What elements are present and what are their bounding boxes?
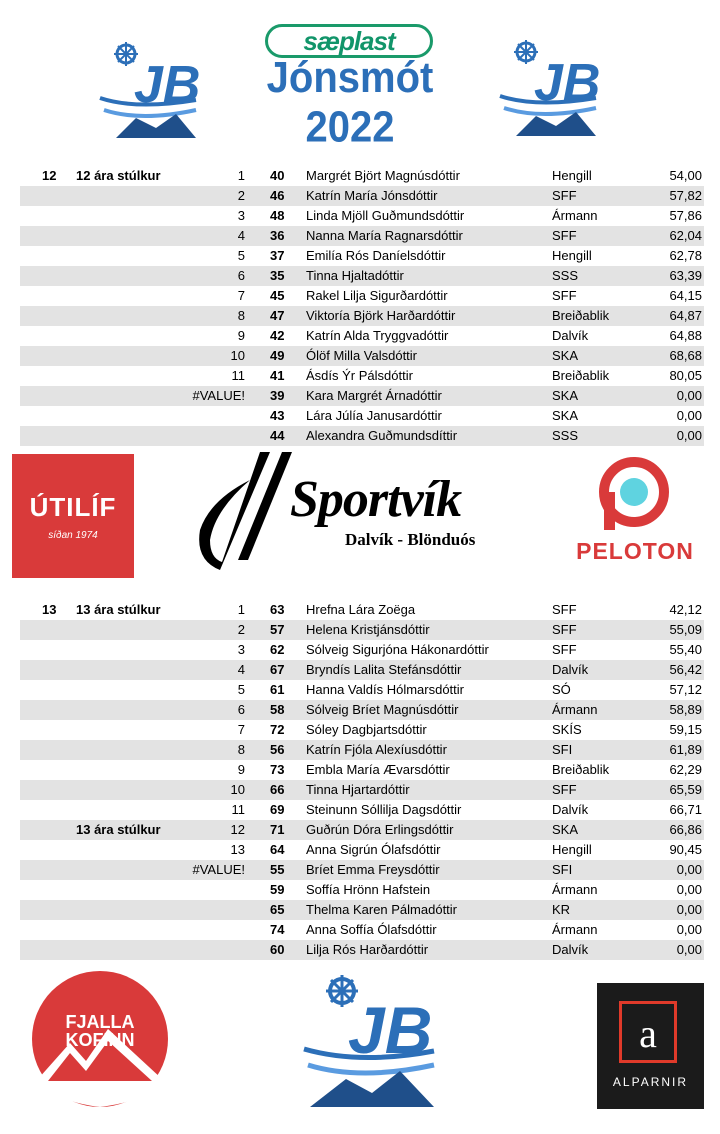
athlete-name: Alexandra Guðmundsdíttir (306, 428, 458, 443)
rank: 9 (237, 328, 245, 343)
rank: 4 (237, 662, 245, 677)
rank: 13 (230, 842, 245, 857)
athlete-name: Thelma Karen Pálmadóttir (306, 902, 458, 917)
peloton-mark-icon (560, 454, 710, 538)
club: Dalvík (552, 662, 589, 677)
time: 64,87 (669, 308, 702, 323)
rank: 2 (237, 188, 245, 203)
club: SKA (552, 388, 579, 403)
rank: 7 (237, 722, 245, 737)
rank: 9 (237, 762, 245, 777)
table-row (20, 246, 704, 266)
club: SKA (552, 348, 579, 363)
table-row (20, 700, 704, 720)
athlete-name: Rakel Lilja Sigurðardóttir (306, 288, 448, 303)
club: SFF (552, 228, 577, 243)
alparnir-letter: a (639, 1011, 657, 1056)
svg-text:JB: JB (348, 993, 433, 1067)
fjalla-line1: FJALLA (65, 1012, 135, 1032)
alparnir-name: ALPARNIR (612, 1075, 689, 1089)
athlete-name: Emilía Rós Daníelsdóttir (306, 248, 446, 263)
time: 66,71 (669, 802, 702, 817)
time: 56,42 (669, 662, 702, 677)
time: 59,15 (669, 722, 702, 737)
bib-number: 46 (270, 188, 285, 203)
table-row (20, 740, 704, 760)
table-row (20, 940, 704, 960)
table-row (20, 920, 704, 940)
time: 62,29 (669, 762, 702, 777)
time: 65,59 (669, 782, 702, 797)
time: 63,39 (669, 268, 702, 283)
athlete-name: Guðrún Dóra Erlingsdóttir (306, 822, 454, 837)
bib-number: 44 (270, 428, 285, 443)
bib-number: 59 (270, 882, 285, 897)
athlete-name: Sóley Dagbjartsdóttir (306, 722, 427, 737)
bib-number: 47 (270, 308, 285, 323)
time: 66,86 (669, 822, 702, 837)
bib-number: 41 (270, 368, 285, 383)
rank: 6 (237, 268, 245, 283)
sponsor-strip (0, 450, 720, 585)
time: 64,15 (669, 288, 702, 303)
class-name: 13 ára stúlkur (76, 602, 161, 617)
table-row (20, 226, 704, 246)
fjalla-line2: KOFINN (65, 1030, 135, 1050)
table-row (20, 186, 704, 206)
table-row (20, 680, 704, 700)
time: 62,78 (669, 248, 702, 263)
bib-number: 36 (270, 228, 285, 243)
club: SSS (552, 268, 579, 283)
time: 0,00 (676, 922, 702, 937)
header (0, 0, 720, 150)
results-table-13-girls (20, 600, 704, 960)
rank: 12 (230, 822, 245, 837)
bottom-sponsors (0, 965, 720, 1134)
bib-number: 39 (270, 388, 285, 403)
club: SFF (552, 622, 577, 637)
athlete-name: Hanna Valdís Hólmarsdóttir (306, 682, 464, 697)
table-row (20, 660, 704, 680)
bib-number: 67 (270, 662, 285, 677)
time: 64,88 (669, 328, 702, 343)
time: 58,89 (669, 702, 702, 717)
rank: 8 (237, 308, 245, 323)
club: Hengill (552, 248, 592, 263)
table-row (20, 720, 704, 740)
table-row (20, 306, 704, 326)
time: 68,68 (669, 348, 702, 363)
table-row (20, 820, 704, 840)
bib-number: 61 (270, 682, 285, 697)
class-number: 12 (42, 168, 57, 183)
rank: 3 (237, 642, 245, 657)
club: SFF (552, 602, 577, 617)
time: 0,00 (676, 408, 702, 423)
athlete-name: Steinunn Sóllilja Dagsdóttir (306, 802, 462, 817)
time: 55,40 (669, 642, 702, 657)
club: SKA (552, 408, 579, 423)
table-row (20, 266, 704, 286)
athlete-name: Bryndís Lalita Stefánsdóttir (306, 662, 462, 677)
club: Dalvík (552, 942, 589, 957)
athlete-name: Katrín Fjóla Alexíusdóttir (306, 742, 447, 757)
time: 57,12 (669, 682, 702, 697)
bib-number: 55 (270, 862, 285, 877)
bib-number: 42 (270, 328, 285, 343)
club: Ármann (552, 208, 598, 223)
athlete-name: Embla María Ævarsdóttir (306, 762, 450, 777)
bib-number: 66 (270, 782, 285, 797)
club: Breiðablik (552, 762, 610, 777)
time: 0,00 (676, 902, 702, 917)
bib-number: 71 (270, 822, 285, 837)
athlete-name: Viktoría Björk Harðardóttir (306, 308, 456, 323)
bib-number: 65 (270, 902, 285, 917)
club: SSS (552, 428, 579, 443)
bib-number: 43 (270, 408, 285, 423)
athlete-name: Margrét Björt Magnúsdóttir (306, 168, 460, 183)
athlete-name: Ásdís Ýr Pálsdóttir (306, 368, 413, 383)
sportvik-tagline: Dalvík - Blönduós (345, 530, 476, 549)
rank: 5 (237, 248, 245, 263)
bib-number: 60 (270, 942, 285, 957)
rank: #VALUE! (192, 388, 245, 403)
time: 61,89 (669, 742, 702, 757)
jb-logo-icon (496, 38, 606, 138)
athlete-name: Lára Júlía Janusardóttir (306, 408, 442, 423)
club: Hengill (552, 842, 592, 857)
peloton-name: PELOTON (576, 538, 694, 564)
rank: 2 (237, 622, 245, 637)
class-number: 13 (42, 602, 57, 617)
time: 55,09 (669, 622, 702, 637)
club: SFF (552, 642, 577, 657)
table-row (20, 166, 704, 186)
bib-number: 40 (270, 168, 285, 183)
page-title: Jónsmót 2022 (266, 53, 434, 152)
bib-number: 58 (270, 702, 285, 717)
bib-number: 35 (270, 268, 285, 283)
club: KR (552, 902, 571, 917)
peloton-logo (560, 454, 710, 578)
results-table-12-girls (20, 166, 704, 446)
time: 57,86 (669, 208, 702, 223)
table-row (20, 900, 704, 920)
class-name: 13 ára stúlkur (76, 822, 161, 837)
bib-number: 74 (270, 922, 285, 937)
rank: 1 (237, 602, 245, 617)
sportvik-swoosh-icon (190, 450, 300, 580)
bib-number: 69 (270, 802, 285, 817)
rank: 6 (237, 702, 245, 717)
bib-number: 48 (270, 208, 285, 223)
athlete-name: Anna Sigrún Ólafsdóttir (306, 842, 441, 857)
table-row (20, 640, 704, 660)
rank: 3 (237, 208, 245, 223)
rank: 1 (237, 168, 245, 183)
utilif-logo (12, 454, 134, 578)
utilif-tagline: síðan 1974 (48, 530, 98, 541)
table-row (20, 326, 704, 346)
bib-number: 62 (270, 642, 285, 657)
rank: 10 (230, 348, 245, 363)
rank: 7 (237, 288, 245, 303)
athlete-name: Lilja Rós Harðardóttir (306, 942, 429, 957)
bib-number: 64 (270, 842, 285, 857)
table-row (20, 800, 704, 820)
athlete-name: Helena Kristjánsdóttir (306, 622, 430, 637)
time: 0,00 (676, 882, 702, 897)
club: SKÍS (552, 722, 582, 737)
time: 0,00 (676, 942, 702, 957)
club: Ármann (552, 702, 598, 717)
bib-number: 49 (270, 348, 285, 363)
rank: 10 (230, 782, 245, 797)
club: SFF (552, 188, 577, 203)
bib-number: 72 (270, 722, 285, 737)
club: Dalvík (552, 802, 589, 817)
table-row (20, 426, 704, 446)
time: 42,12 (669, 602, 702, 617)
time: 0,00 (676, 428, 702, 443)
club: SFI (552, 742, 573, 757)
athlete-name: Linda Mjöll Guðmundsdóttir (306, 208, 465, 223)
bib-number: 37 (270, 248, 285, 263)
athlete-name: Kara Margrét Árnadóttir (306, 388, 442, 403)
rank: #VALUE! (192, 862, 245, 877)
athlete-name: Nanna María Ragnarsdóttir (306, 228, 463, 243)
time: 57,82 (669, 188, 702, 203)
athlete-name: Tinna Hjaltadóttir (306, 268, 404, 283)
rank: 11 (231, 368, 245, 383)
table-row (20, 880, 704, 900)
table-row (20, 760, 704, 780)
rank: 4 (237, 228, 245, 243)
jb-logo-icon (300, 971, 440, 1111)
athlete-name: Soffía Hrönn Hafstein (306, 882, 431, 897)
alparnir-box (619, 1001, 677, 1063)
athlete-name: Hrefna Lára Zoëga (306, 602, 416, 617)
club: SFI (552, 862, 573, 877)
table-row (20, 860, 704, 880)
bib-number: 57 (270, 622, 285, 637)
class-name: 12 ára stúlkur (76, 168, 161, 183)
club: SÓ (552, 682, 571, 697)
athlete-name: Katrín Alda Tryggvadóttir (306, 328, 449, 343)
bib-number: 73 (270, 762, 285, 777)
time: 62,04 (669, 228, 702, 243)
svg-text:JB: JB (534, 54, 601, 112)
sportvik-logo (190, 450, 530, 580)
time: 90,45 (669, 842, 702, 857)
table-row (20, 406, 704, 426)
club: Breiðablik (552, 368, 610, 383)
jb-logo-icon (96, 40, 206, 140)
table-row (20, 346, 704, 366)
saeplast-logo: sæplast (265, 24, 433, 58)
athlete-name: Anna Soffía Ólafsdóttir (306, 922, 437, 937)
table-row (20, 286, 704, 306)
table-row (20, 780, 704, 800)
athlete-name: Sólveig Bríet Magnúsdóttir (306, 702, 459, 717)
bib-number: 63 (270, 602, 285, 617)
table-row (20, 620, 704, 640)
table-row (20, 366, 704, 386)
club: Dalvík (552, 328, 589, 343)
athlete-name: Tinna Hjartardóttir (306, 782, 410, 797)
fjallakofinn-logo (30, 969, 170, 1109)
sportvik-name: Sportvík (290, 471, 462, 528)
time: 0,00 (676, 862, 702, 877)
table-row (20, 206, 704, 226)
alparnir-logo (597, 983, 704, 1109)
table-row (20, 600, 704, 620)
table-row (20, 386, 704, 406)
athlete-name: Sólveig Sigurjóna Hákonardóttir (306, 642, 489, 657)
rank: 8 (237, 742, 245, 757)
rank: 11 (231, 802, 245, 817)
utilif-name: ÚTILÍF (29, 492, 117, 522)
bib-number: 45 (270, 288, 285, 303)
club: SFF (552, 782, 577, 797)
time: 80,05 (669, 368, 702, 383)
club: Hengill (552, 168, 592, 183)
table-row (20, 840, 704, 860)
athlete-name: Bríet Emma Freysdóttir (306, 862, 440, 877)
time: 54,00 (669, 168, 702, 183)
club: Ármann (552, 922, 598, 937)
time: 0,00 (676, 388, 702, 403)
svg-text:JB: JB (134, 56, 201, 114)
club: Ármann (552, 882, 598, 897)
bib-number: 56 (270, 742, 285, 757)
club: SKA (552, 822, 579, 837)
club: Breiðablik (552, 308, 610, 323)
athlete-name: Ólöf Milla Valsdóttir (306, 348, 418, 363)
athlete-name: Katrín María Jónsdóttir (306, 188, 438, 203)
rank: 5 (237, 682, 245, 697)
club: SFF (552, 288, 577, 303)
